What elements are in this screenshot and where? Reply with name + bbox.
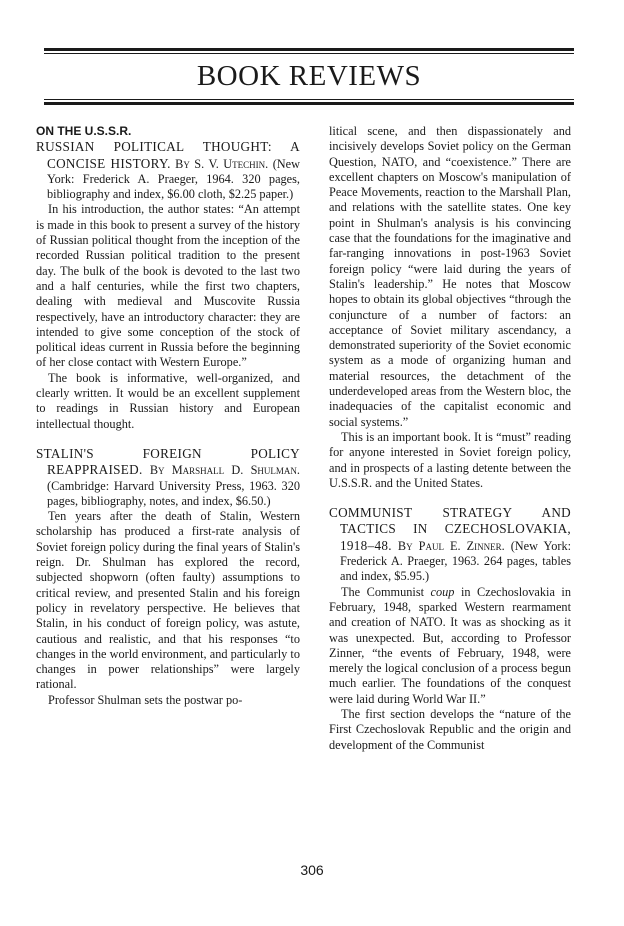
review-stalins-foreign-policy <box>36 446 300 708</box>
review-heading <box>329 505 571 584</box>
italic-term: coup <box>430 584 455 599</box>
review-paragraph: Professor Shulman sets the postwar po- <box>48 692 243 707</box>
review-communist-strategy <box>329 505 571 753</box>
review-paragraph: The first section develops the “nature of the First Czechoslovak Republic and the origin and development of the Communist <box>329 706 571 752</box>
review-paragraph: The Communist coup in Czechoslovakia in February, 1948, sparked Western rearmament and creation of NATO. It was as shocking as it was unexpected. But, according to Professor Zinner, “the events of February, 1948, were merely the logical conclusion of a process begun much earlier. The foundations of the conquest were laid during World War II.” <box>329 584 571 706</box>
review-heading <box>36 139 300 202</box>
spacer <box>36 432 300 446</box>
header-rule-top-thin <box>44 53 574 54</box>
review-russian-political-thought <box>36 139 300 432</box>
review-paragraph: The book is informative, well-organized, and clearly written. It would be an excellent supplement to readings in Russian history and European intellectual thought. <box>36 370 300 431</box>
spacer <box>329 491 571 505</box>
page-number: 306 <box>300 862 324 878</box>
header-rule-top-thick <box>44 48 574 51</box>
review-stalins-foreign-policy-continued <box>329 124 571 491</box>
publication-details: (Cambridge: Harvard University Press, 1963. 320 pages, bibliography, notes, and index, $6.50.) <box>47 478 300 508</box>
book-author: By Marshall D. Shulman. <box>149 463 300 478</box>
publication-details: (New York: Frederick A. Praeger, 1964. 320 pages, bibliography and index, $6.00 cloth, $2.25 paper.) <box>47 156 301 202</box>
review-paragraph: Ten years after the death of Stalin, Western scholarship has produced a first-rate analysis of Soviet foreign policy during the final years of Stalin's reign. Dr. Shulman has explored the record, subjected shopworn (often faulty) assumptions to critical review, and presented Stalin and his foreign policy in revelatory perspective. He believes that Stalin, in his conduct of foreign policy, was astute, cautious and realistic, and that his responses “to changes in the world environment, and particularly to changes in power relationships” were largely rational. <box>36 509 300 692</box>
right-column <box>329 124 571 753</box>
review-paragraph: litical scene, and then dispassionately and incisively develops Soviet policy on the German Question, NATO, and “coexistence.” There are excellent chapters on Moscow's manipulation of Peace Movements, reaction to the Marshall Plan, and relations with the satellite states. One key point in Shulman's analysis is his convincing case that the foundations for the imaginative and far-ranging innovations in post-1963 Soviet foreign policy “were laid during the years of Stalin's leadership.” He notes that Moscow hopes to obtain its global objectives “through the conjuncture of a number of factors: an acceptance of Soviet military ascendancy, a demonstrated superiority of the Soviet economic system as a mode of organizing human and material resources, the detachment of the underdeveloped areas from the Western bloc, the inadequacies of the capitalist economic and social systems.” <box>329 124 571 429</box>
book-title: STALIN'S FOREIGN POLICY REAPPRAISED. <box>36 445 300 478</box>
book-author: By S. V. Utechin. <box>175 156 269 171</box>
book-title: RUSSIAN POLITICAL THOUGHT: A CONCISE HISTORY. <box>36 139 300 171</box>
left-column <box>36 124 300 708</box>
header-rule-bottom-thin <box>44 99 574 100</box>
review-paragraph: This is an important book. It is “must” reading for anyone interested in Soviet foreign policy, and in prospects of a lasting detente between the U.S.S.R. and the United States. <box>329 429 571 490</box>
header-rule-bottom-thick <box>44 102 574 105</box>
book-author: By Paul E. Zinner. <box>397 538 505 553</box>
publication-details: (New York: Frederick A. Praeger, 1963. 264 pages, tables and index, $5.95.) <box>340 538 572 584</box>
section-heading: ON THE U.S.S.R. <box>36 124 132 138</box>
review-heading <box>36 446 300 509</box>
book-title: COMMUNIST STRATEGY AND TACTICS IN CZECHOSLOVAKIA, 1918–48. <box>329 505 571 553</box>
page-title: BOOK REVIEWS <box>196 60 422 92</box>
review-paragraph: In his introduction, the author states: “An attempt is made in this book to present a survey of the history of Russian political thought from the inception of the recorded Russian political tradition to the present day. The bulk of the book is devoted to the last two and a half centuries, while the first two chapters, dealing with medieval and Muscovite Russia respectively, have an introductory character: they are intended to give some conception of the stock of political ideas current in Russia before the beginning of her close contact with Western Europe.” <box>36 202 300 370</box>
